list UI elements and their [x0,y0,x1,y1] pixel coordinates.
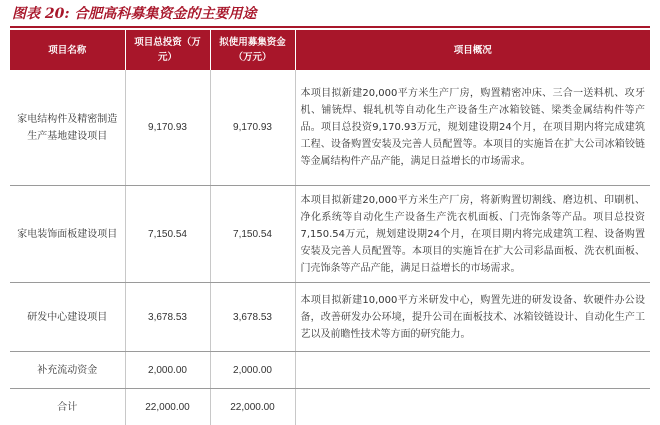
total-investment: 7,150.54 [125,186,210,283]
project-overview [295,352,650,389]
total-investment: 2,000.00 [125,352,210,389]
project-name: 补充流动资金 [10,352,125,389]
total-investment: 22,000.00 [125,389,210,425]
header-project-name: 项目名称 [10,30,125,70]
raised-funds: 3,678.53 [210,283,295,352]
project-name: 家电装饰面板建设项目 [10,186,125,283]
total-investment: 9,170.93 [125,70,210,186]
table-row-total [10,389,650,425]
project-name: 研发中心建设项目 [10,283,125,352]
project-overview: 本项目拟新建10,000平方米研发中心，购置先进的研发设备、软硬件办公设备，改善研发办公环境，提升公司在面板技术、冰箱铰链设计、自动化生产工艺以及前瞻性技术等方面的研究能力。 [295,283,650,352]
table-row [10,186,650,283]
total-investment: 3,678.53 [125,283,210,352]
header-overview: 项目概况 [295,30,650,70]
project-overview [295,389,650,425]
table-row [10,352,650,389]
figure-title-bar [10,0,650,28]
raised-funds: 2,000.00 [210,352,295,389]
fund-use-table [10,30,650,425]
project-name: 家电结构件及精密制造生产基地建设项目 [10,70,125,186]
raised-funds: 7,150.54 [210,186,295,283]
project-overview: 本项目拟新建20,000平方米生产厂房，购置精密冲床、三合一送料机、攻牙机、铺铳焊、辊轧机等自动化生产设备生产冰箱铰链、梁类金属结构件等产品。项目总投资9,170.93万元，规划建设期24个月，在项目期内将完成建筑工程、设备购置安装及完善人员配置等。本项目的实施旨在扩大公司冰箱铰链等金属结构件产品产能，满足日益增长的市场需求。 [295,70,650,186]
raised-funds: 9,170.93 [210,70,295,186]
raised-funds: 22,000.00 [210,389,295,425]
figure-title: 图表 20: 合肥高科募集资金的主要用途 [12,3,256,23]
table-row [10,283,650,352]
project-overview: 本项目拟新建20,000平方米生产厂房，将新购置切割线、磨边机、印刷机、净化系统等自动化生产设备生产洗衣机面板、门壳饰条等产品。项目总投资7,150.54万元，规划建设期24个月，在项目期内将完成建筑工程、设备购置安装及完善人员配置等。本项目的实施旨在扩大公司彩晶面板、洗衣机面板、门壳饰条等产品产能，满足日益增长的市场需求。 [295,186,650,283]
header-raised-funds: 拟使用募集资金（万元） [210,30,295,70]
header-total-investment: 项目总投资（万元） [125,30,210,70]
total-label: 合计 [10,389,125,425]
table-header-row [10,30,650,70]
table-row [10,70,650,186]
